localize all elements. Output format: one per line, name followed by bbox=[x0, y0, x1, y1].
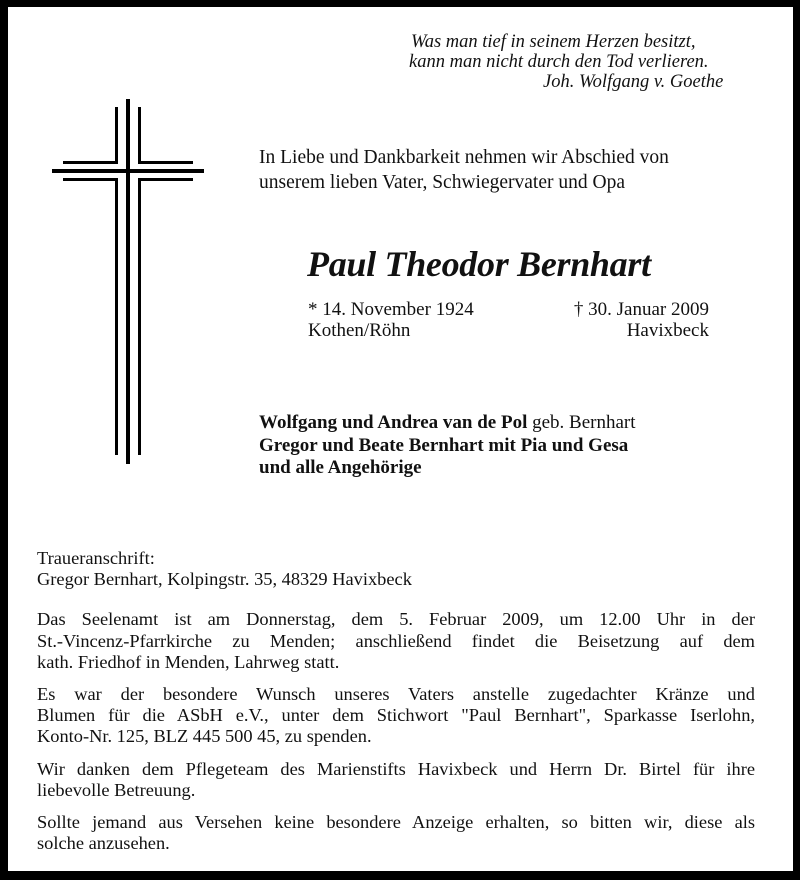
paragraph-line: Das Seelenamt ist am Donnerstag, dem 5. Februar 2009, um 12.00 Uhr in der bbox=[37, 609, 755, 629]
death-place: Havixbeck bbox=[626, 320, 709, 341]
deceased-name: Paul Theodor Bernhart bbox=[307, 244, 651, 284]
mourner-line bbox=[259, 412, 636, 435]
paragraph-line: Es war der besondere Wunsch unseres Vaters anstelle zugedachter Kränze und bbox=[37, 684, 755, 704]
paragraph-line: Wir danken dem Pflegeteam des Marienstifts Havixbeck und Herrn Dr. Birtel für ihre bbox=[37, 759, 755, 779]
mourner-line: und alle Angehörige bbox=[259, 457, 422, 478]
quote-line: Was man tief in seinem Herzen besitzt, bbox=[411, 32, 696, 52]
paragraph-line: liebevolle Betreuung. bbox=[37, 780, 196, 800]
birth-place: Kothen/Röhn bbox=[308, 320, 411, 341]
quote-line: kann man nicht durch den Tod verlieren. bbox=[409, 52, 709, 72]
paragraph-line: Konto-Nr. 125, BLZ 445 500 45, zu spenden. bbox=[37, 726, 372, 746]
quote-author: Joh. Wolfgang v. Goethe bbox=[543, 72, 724, 92]
birth-date: * 14. November 1924 bbox=[308, 299, 474, 320]
paragraph-line: kath. Friedhof in Menden, Lahrweg statt. bbox=[37, 652, 340, 672]
paragraph-line: solche anzusehen. bbox=[37, 833, 170, 853]
paragraph-line: St.-Vincenz-Pfarrkirche zu Menden; anschließend findet die Beisetzung auf dem bbox=[37, 631, 755, 651]
death-date: † 30. Januar 2009 bbox=[573, 299, 709, 320]
paragraph-line: Sollte jemand aus Versehen keine besondere Anzeige erhalten, so bitten wir, diese als bbox=[37, 812, 755, 832]
mourner-line: Gregor und Beate Bernhart mit Pia und Gesa bbox=[259, 435, 629, 456]
address-label: Traueranschrift: bbox=[37, 548, 155, 568]
paragraph-line: Blumen für die ASbH e.V., unter dem Stichwort "Paul Bernhart", Sparkasse Iserlohn, bbox=[37, 705, 755, 725]
mourner-name: Wolfgang und Andrea van de Pol bbox=[259, 412, 528, 433]
address-value: Gregor Bernhart, Kolpingstr. 35, 48329 Havixbeck bbox=[37, 569, 412, 589]
intro-line: unserem lieben Vater, Schwiegervater und Opa bbox=[259, 172, 625, 193]
intro-line: In Liebe und Dankbarkeit nehmen wir Abschied von bbox=[259, 147, 669, 168]
mourner-note: geb. Bernhart bbox=[527, 412, 636, 433]
